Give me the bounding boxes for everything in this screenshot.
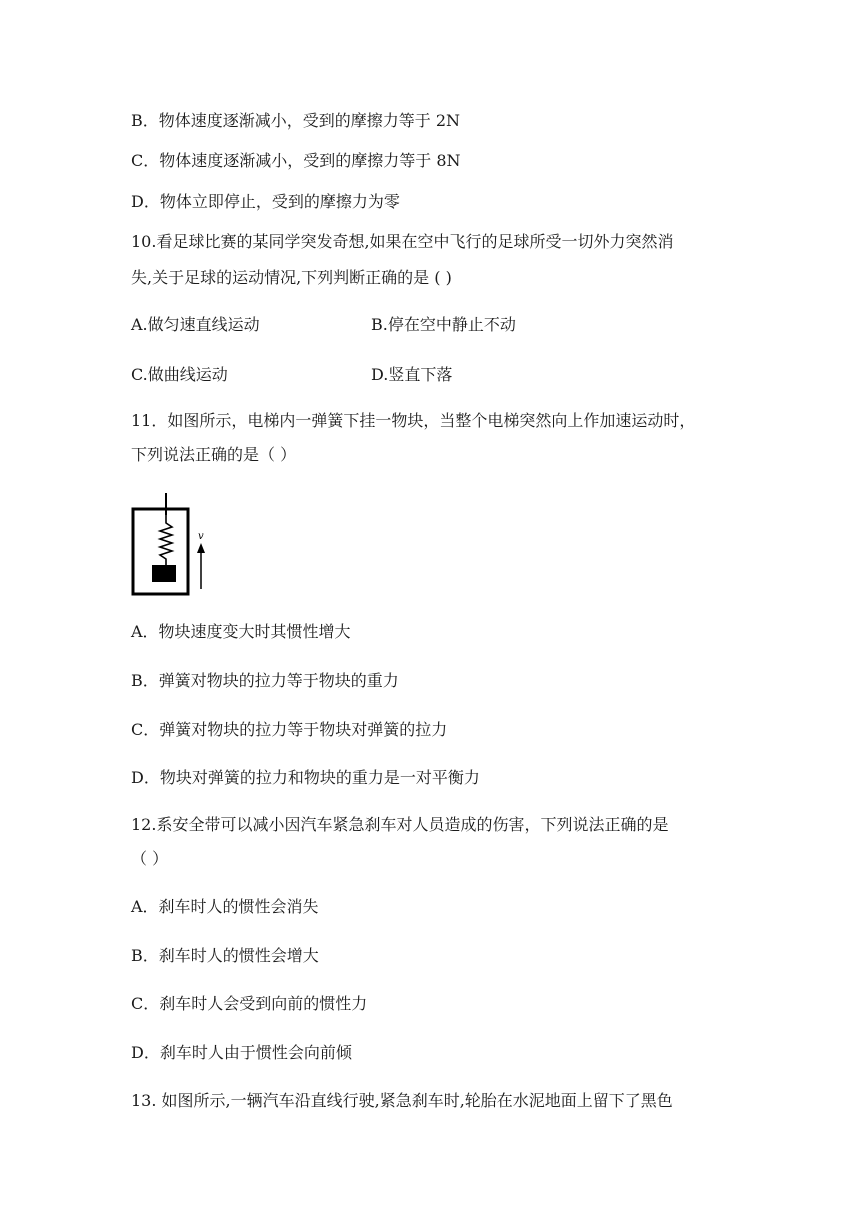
q12-stem-line2: （ ） bbox=[131, 849, 169, 868]
q9-option-b: B．物体速度逐渐减小，受到的摩擦力等于 2N bbox=[131, 111, 461, 130]
spring bbox=[160, 515, 172, 565]
q10-option-d: D.竖直下落 bbox=[371, 365, 453, 384]
q12-option-a: A．刹车时人的惯性会消失 bbox=[131, 897, 319, 916]
q11-option-c: C．弹簧对物块的拉力等于物块对弹簧的拉力 bbox=[131, 720, 448, 739]
velocity-arrowhead bbox=[197, 543, 205, 553]
block bbox=[152, 565, 176, 582]
q12-stem-line1: 12.系安全带可以减小因汽车紧急刹车对人员造成的伤害，下列说法正确的是 bbox=[131, 815, 669, 834]
q11-stem-line2: 下列说法正确的是（ ） bbox=[131, 445, 297, 464]
q12-option-c: C．刹车时人会受到向前的惯性力 bbox=[131, 994, 368, 1013]
q12-option-b: B．刹车时人的惯性会增大 bbox=[131, 946, 319, 965]
q10-stem-line1: 10.看足球比赛的某同学突发奇想,如果在空中飞行的足球所受一切外力突然消 bbox=[131, 232, 674, 251]
q9-option-c: C．物体速度逐渐减小，受到的摩擦力等于 8N bbox=[131, 151, 461, 170]
q11-stem-line1: 11．如图所示，电梯内一弹簧下挂一物块，当整个电梯突然向上作加速运动时， bbox=[131, 411, 696, 430]
q10-option-c: C.做曲线运动 bbox=[131, 365, 228, 384]
q13-stem-line1: 13. 如图所示,一辆汽车沿直线行驶,紧急刹车时,轮胎在水泥地面上留下了黑色 bbox=[131, 1091, 673, 1110]
velocity-label: v bbox=[198, 531, 204, 542]
q10-stem-line2: 失,关于足球的运动情况,下列判断正确的是 ( ) bbox=[131, 268, 452, 287]
q10-option-a: A.做匀速直线运动 bbox=[131, 315, 260, 334]
elevator-spring-figure bbox=[128, 493, 228, 599]
q11-option-d: D．物块对弹簧的拉力和物块的重力是一对平衡力 bbox=[131, 768, 480, 787]
q11-option-b: B．弹簧对物块的拉力等于物块的重力 bbox=[131, 671, 399, 690]
q12-option-d: D．刹车时人由于惯性会向前倾 bbox=[131, 1043, 352, 1062]
q9-option-d: D．物体立即停止，受到的摩擦力为零 bbox=[131, 192, 400, 211]
q11-option-a: A．物块速度变大时其惯性增大 bbox=[131, 622, 351, 641]
q10-option-b: B.停在空中静止不动 bbox=[371, 315, 516, 334]
